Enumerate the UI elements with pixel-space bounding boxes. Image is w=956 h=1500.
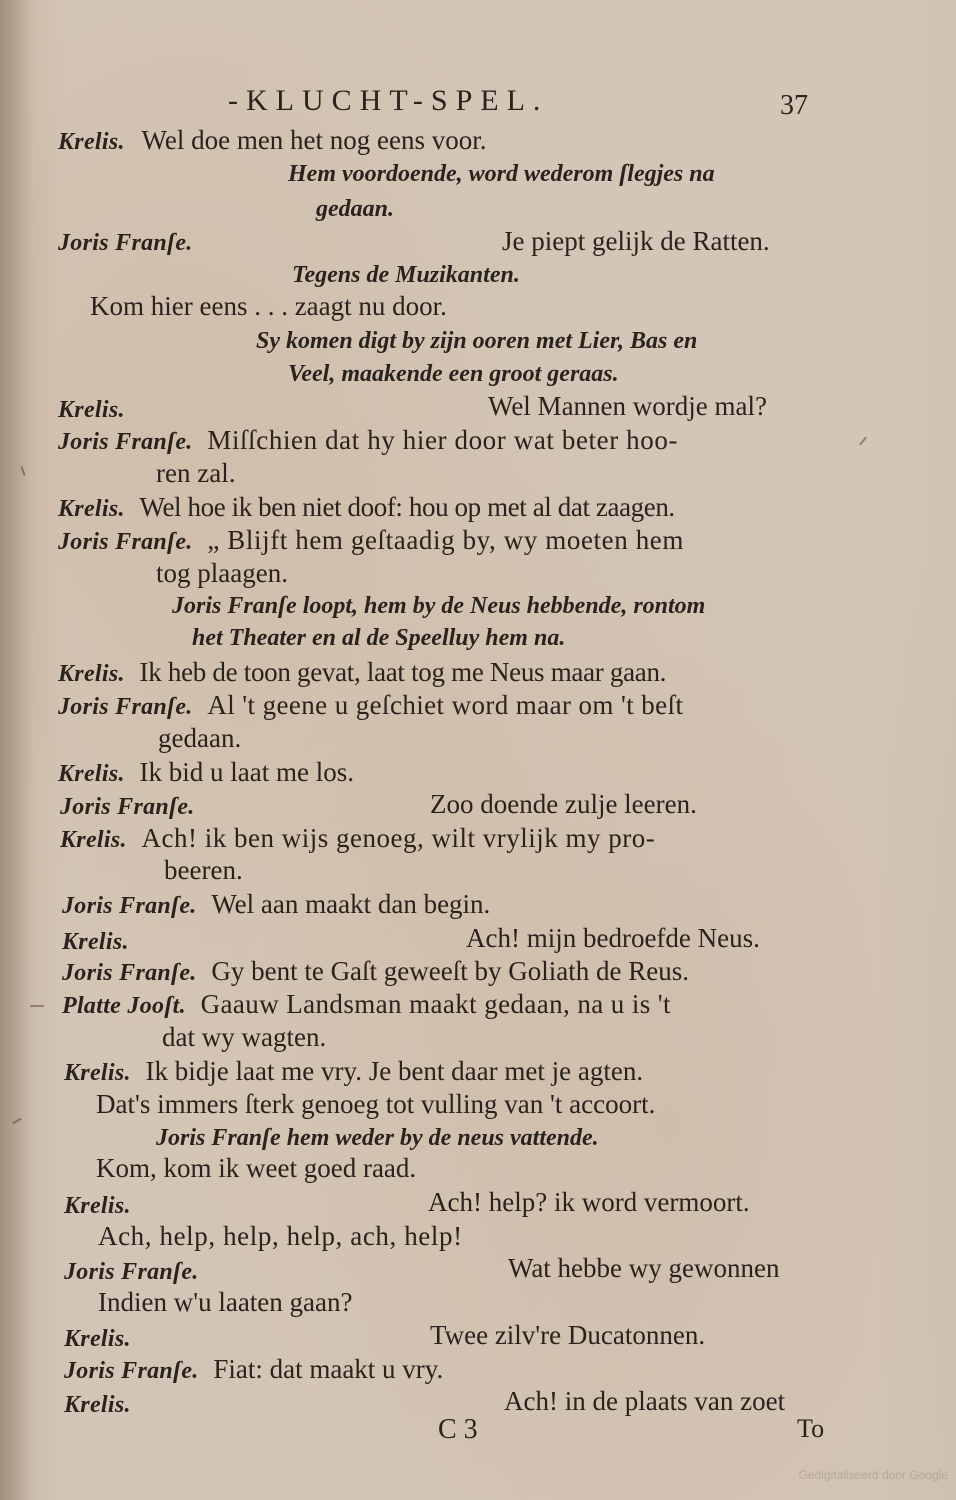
speaker-name: Krelis. bbox=[58, 496, 125, 522]
stage-direction: het Theater en al de Speelluy hem na. bbox=[192, 625, 566, 651]
stage-direction: Hem voordoende, word wederom ſlegjes na bbox=[288, 161, 715, 187]
dialogue-line bbox=[64, 1055, 643, 1089]
speech-text: Kom hier eens . . . zaagt nu door. bbox=[90, 291, 447, 321]
speaker-name: Joris Franſe. bbox=[62, 893, 197, 919]
speech-text: Ach! help? ik word vermoort. bbox=[428, 1187, 750, 1217]
speech-text: Je piept gelijk de Ratten. bbox=[502, 226, 770, 256]
speech-text: dat wy wagten. bbox=[162, 1022, 327, 1052]
speech-text: Twee zilv're Ducatonnen. bbox=[430, 1320, 706, 1350]
paper-blemish bbox=[859, 437, 867, 446]
speaker-name: Krelis. bbox=[62, 929, 129, 955]
speech-text: Gy bent te Gaſt geweeſt by Goliath de Reus. bbox=[211, 956, 689, 986]
page-number: 37 bbox=[780, 90, 808, 121]
catchword: To bbox=[797, 1414, 825, 1443]
speech-text: Fiat: dat maakt u vry. bbox=[213, 1354, 444, 1384]
speaker-name: Krelis. bbox=[58, 661, 125, 687]
dialogue-line bbox=[58, 524, 684, 558]
speaker-name: Joris Franſe. bbox=[58, 529, 193, 555]
speaker-name: Krelis. bbox=[64, 1392, 131, 1418]
digitization-watermark: Gedigitaliseerd door Google bbox=[798, 1468, 948, 1482]
speech-text: Wel Mannen wordje mal? bbox=[488, 391, 767, 421]
speech-text: „ Blijft hem geſtaadig by, wy moeten hem bbox=[207, 525, 684, 555]
dialogue-line bbox=[62, 988, 671, 1022]
stage-direction: Joris Franſe loopt, hem by de Neus hebbende, rontom bbox=[172, 593, 706, 619]
speech-text: ren zal. bbox=[156, 458, 236, 488]
speaker-name: Krelis. bbox=[58, 129, 125, 155]
dialogue-line bbox=[58, 689, 683, 723]
dialogue-line bbox=[58, 392, 125, 426]
dialogue-line bbox=[64, 1188, 131, 1222]
dialogue-line bbox=[60, 822, 655, 856]
speech-text: Indien w'u laaten gaan? bbox=[98, 1287, 353, 1317]
speaker-name: Krelis. bbox=[58, 761, 125, 787]
speech-text: Ach! ik ben wijs genoeg, wilt vrylijk my pro- bbox=[141, 823, 656, 853]
dialogue-line bbox=[64, 1321, 131, 1355]
speaker-name: Joris Franſe. bbox=[58, 429, 193, 455]
speech-text: Ik heb de toon gevat, laat tog me Neus maar gaan. bbox=[139, 657, 667, 687]
speaker-name: Joris Franſe. bbox=[60, 794, 195, 820]
speaker-name: Krelis. bbox=[58, 397, 125, 423]
stage-direction: gedaan. bbox=[316, 196, 394, 222]
dialogue-line bbox=[62, 888, 490, 922]
speech-text: Zoo doende zulje leeren. bbox=[430, 789, 697, 819]
stage-direction: Veel, maakende een groot geraas. bbox=[288, 361, 619, 387]
paper-blemish bbox=[30, 1005, 44, 1007]
dialogue-line bbox=[62, 955, 689, 989]
speaker-name: Joris Franſe. bbox=[64, 1259, 199, 1285]
signature-mark: C 3 bbox=[438, 1414, 478, 1445]
stage-direction: Tegens de Muzikanten. bbox=[292, 262, 520, 288]
speech-text: Kom, kom ik weet goed raad. bbox=[96, 1153, 417, 1183]
speaker-name: Joris Franſe. bbox=[58, 694, 193, 720]
dialogue-line bbox=[58, 491, 675, 525]
dialogue-line bbox=[60, 789, 195, 823]
speech-text: Ik bidje laat me vry. Je bent daar met je agten. bbox=[145, 1056, 644, 1086]
speech-text: Ach! in de plaats van zoet bbox=[504, 1386, 786, 1416]
speech-text: Ach, help, help, help, ach, help! bbox=[98, 1221, 463, 1251]
speech-text: Ik bid u laat me los. bbox=[139, 757, 354, 787]
speech-text: Wat hebbe wy gewonnen bbox=[508, 1253, 780, 1283]
gutter-shadow bbox=[0, 0, 34, 1500]
speech-text: Wel hoe ik ben niet doof: hou op met al dat zaagen. bbox=[139, 492, 675, 522]
speech-text: Wel aan maakt dan begin. bbox=[211, 889, 491, 919]
speaker-name: Joris Franſe. bbox=[64, 1358, 199, 1384]
speaker-name: Krelis. bbox=[64, 1193, 131, 1219]
dialogue-line bbox=[58, 756, 354, 790]
dialogue-line bbox=[58, 225, 193, 259]
dialogue-line bbox=[58, 424, 678, 458]
speech-text: Ach! mijn bedroefde Neus. bbox=[466, 923, 760, 953]
speaker-name: Platte Jooſt. bbox=[62, 993, 186, 1019]
dialogue-line bbox=[64, 1254, 199, 1288]
speech-text: Wel doe men het nog eens voor. bbox=[141, 125, 487, 155]
speaker-name: Krelis. bbox=[64, 1060, 131, 1086]
speech-text: Miſſchien dat hy hier door wat beter hoo- bbox=[207, 425, 679, 455]
speech-text: Dat's immers ſterk genoeg tot vulling van 't accoort. bbox=[96, 1089, 656, 1119]
dialogue-line bbox=[64, 1387, 131, 1421]
dialogue-line bbox=[64, 1353, 443, 1387]
speech-text: gedaan. bbox=[158, 723, 242, 753]
speaker-name: Krelis. bbox=[60, 827, 127, 853]
stage-direction: Sy komen digt by zijn ooren met Lier, Bas en bbox=[256, 328, 698, 354]
speaker-name: Krelis. bbox=[64, 1326, 131, 1352]
speech-text: tog plaagen. bbox=[156, 558, 288, 588]
dialogue-line bbox=[62, 924, 129, 958]
speech-text: Gaauw Landsman maakt gedaan, na u is 't bbox=[200, 989, 671, 1019]
dialogue-line bbox=[58, 656, 666, 690]
page-header bbox=[0, 84, 956, 124]
dialogue-line bbox=[58, 124, 487, 158]
running-title: -KLUCHT-SPEL. bbox=[228, 84, 549, 117]
speech-text: beeren. bbox=[164, 855, 243, 885]
speech-text: Al 't geene u geſchiet word maar om 't beſt bbox=[207, 690, 684, 720]
speaker-name: Joris Franſe. bbox=[58, 230, 193, 256]
speaker-name: Joris Franſe. bbox=[62, 960, 197, 986]
stage-direction: Joris Franſe hem weder by de neus vattende. bbox=[156, 1125, 599, 1151]
